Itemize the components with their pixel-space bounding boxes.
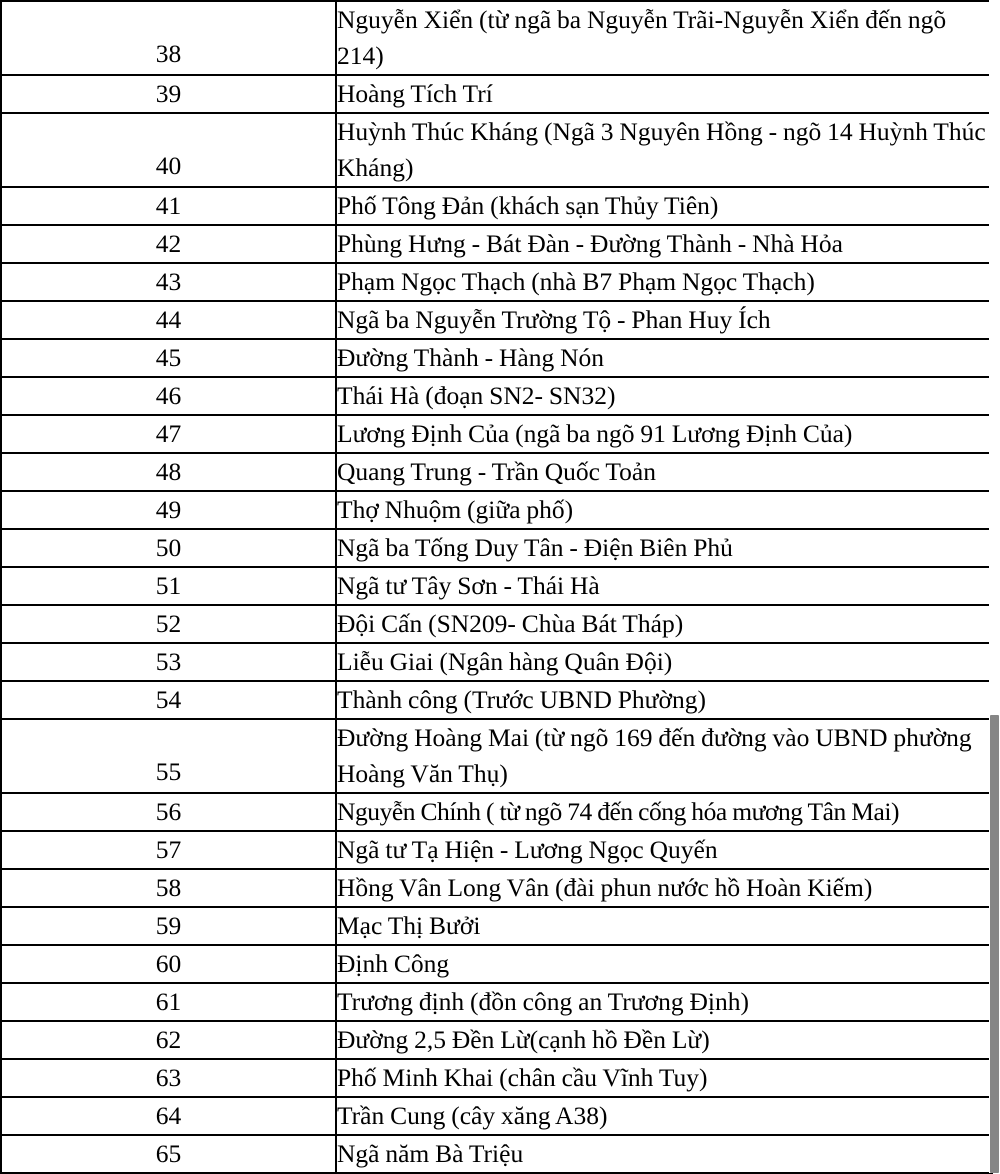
road-name-cell: Lương Định Của (ngã ba ngõ 91 Lương Định Của) [336,415,992,453]
vertical-scrollbar-thumb[interactable] [990,715,999,1173]
row-index-cell: 58 [1,869,336,907]
table-row [1,983,992,1021]
table-row [1,113,992,187]
row-index-cell: 49 [1,491,336,529]
row-index-cell: 39 [1,75,336,113]
road-name-cell: Thái Hà (đoạn SN2- SN32) [336,377,992,415]
table-row [1,793,992,831]
table-row [1,567,992,605]
row-index-cell: 62 [1,1021,336,1059]
road-name-cell: Đường Thành - Hàng Nón [336,339,992,377]
road-name-cell: Định Công [336,945,992,983]
table-row [1,869,992,907]
table-row [1,907,992,945]
row-index-cell: 47 [1,415,336,453]
table-row [1,415,992,453]
table-row [1,453,992,491]
row-index-cell: 65 [1,1135,336,1173]
table-row [1,1097,992,1135]
row-index-cell: 59 [1,907,336,945]
row-index-cell: 48 [1,453,336,491]
road-name-cell: Thợ Nhuộm (giữa phố) [336,491,992,529]
road-name-cell: Quang Trung - Trần Quốc Toản [336,453,992,491]
road-name-cell: Ngã năm Bà Triệu [336,1135,992,1173]
row-index-cell: 45 [1,339,336,377]
road-name-cell: Mạc Thị Bưởi [336,907,992,945]
road-name-cell: Hoàng Tích Trí [336,75,992,113]
row-index-cell: 53 [1,643,336,681]
road-name-cell: Hồng Vân Long Vân (đài phun nước hồ Hoàn Kiếm) [336,869,992,907]
table-row [1,377,992,415]
road-name-cell: Phố Tông Đản (khách sạn Thủy Tiên) [336,187,992,225]
row-index-cell: 64 [1,1097,336,1135]
row-index-cell: 50 [1,529,336,567]
table-row [1,301,992,339]
road-name-cell: Đội Cấn (SN209- Chùa Bát Tháp) [336,605,992,643]
row-index-cell: 43 [1,263,336,301]
road-name-cell: Trương định (đồn công an Trương Định) [336,983,992,1021]
vertical-scrollbar-track[interactable] [989,0,1000,1173]
table-row [1,75,992,113]
table-row [1,1,992,75]
road-name-cell: Nguyễn Xiển (từ ngã ba Nguyễn Trãi-Nguyễn Xiển đến ngõ 214) [336,1,992,75]
road-name-cell: Huỳnh Thúc Kháng (Ngã 3 Nguyên Hồng - ngõ 14 Huỳnh Thúc Kháng) [336,113,992,187]
table-row [1,491,992,529]
table-row [1,225,992,263]
table-row [1,529,992,567]
row-index-cell: 63 [1,1059,336,1097]
table-row [1,1021,992,1059]
table-body [1,1,992,1173]
road-name-cell: Ngã tư Tây Sơn - Thái Hà [336,567,992,605]
row-index-cell: 51 [1,567,336,605]
row-index-cell: 40 [1,113,336,187]
table-row [1,187,992,225]
row-index-cell: 61 [1,983,336,1021]
row-index-cell: 42 [1,225,336,263]
table-row [1,1135,992,1173]
road-name-cell: Ngã ba Tống Duy Tân - Điện Biên Phủ [336,529,992,567]
road-name-cell [336,793,992,831]
row-index-cell: 46 [1,377,336,415]
road-name-cell: Ngã ba Nguyễn Trường Tộ - Phan Huy Ích [336,301,992,339]
table-row [1,605,992,643]
road-name-cell: Trần Cung (cây xăng A38) [336,1097,992,1135]
table-row [1,831,992,869]
row-index-cell: 55 [1,719,336,793]
table-row [1,643,992,681]
road-name-text: Nguyễn Chính ( từ ngõ 74 đến cống hóa mương Tân Mai) [337,797,900,826]
table-row [1,719,992,793]
road-name-cell: Phạm Ngọc Thạch (nhà B7 Phạm Ngọc Thạch) [336,263,992,301]
row-index-cell: 52 [1,605,336,643]
road-name-cell: Ngã tư Tạ Hiện - Lương Ngọc Quyến [336,831,992,869]
table-row [1,681,992,719]
road-name-cell: Đường Hoàng Mai (từ ngõ 169 đến đường vào UBND phường Hoàng Văn Thụ) [336,719,992,793]
road-name-cell: Phùng Hưng - Bát Đàn - Đường Thành - Nhà Hỏa [336,225,992,263]
road-name-cell: Liễu Giai (Ngân hàng Quân Đội) [336,643,992,681]
row-index-cell: 44 [1,301,336,339]
row-index-cell: 41 [1,187,336,225]
row-index-cell: 54 [1,681,336,719]
table-row [1,263,992,301]
row-index-cell: 56 [1,793,336,831]
table-row [1,1059,992,1097]
table-row [1,339,992,377]
table-row [1,945,992,983]
row-index-cell: 60 [1,945,336,983]
row-index-cell: 57 [1,831,336,869]
road-name-cell: Đường 2,5 Đền Lừ(cạnh hồ Đền Lừ) [336,1021,992,1059]
row-index-cell: 38 [1,1,336,75]
road-name-cell: Thành công (Trước UBND Phường) [336,681,992,719]
road-name-cell: Phố Minh Khai (chân cầu Vĩnh Tuy) [336,1059,992,1097]
